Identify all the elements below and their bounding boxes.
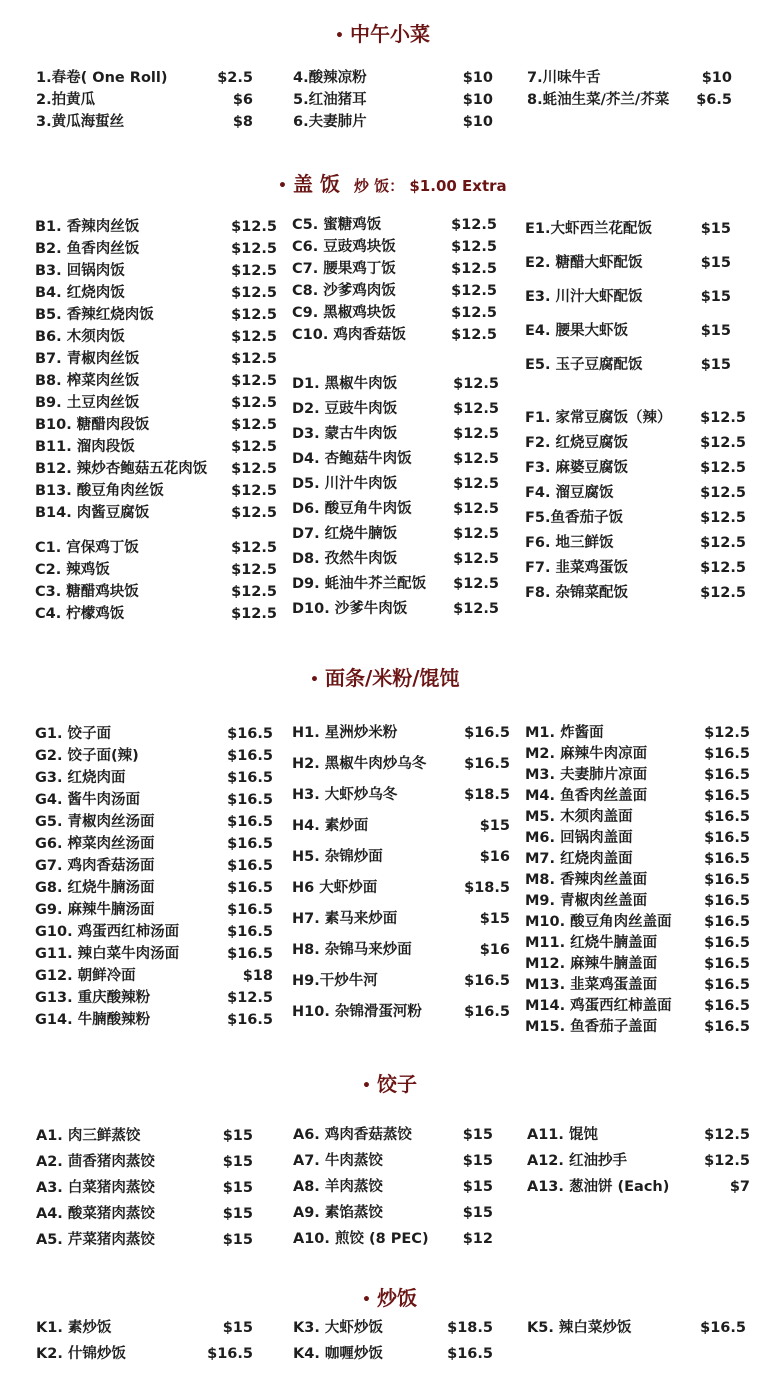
menu-item-price: $18: [242, 968, 273, 984]
menu-item-price: $12.5: [453, 576, 499, 592]
menu-item-name: E3. 川汁大虾配饭: [525, 289, 643, 305]
menu-item-price: $2.5: [217, 70, 253, 86]
menu-item-name: 8.蚝油生菜/芥兰/芥菜: [527, 92, 670, 108]
menu-item-name: M1. 炸酱面: [525, 725, 604, 741]
menu-item-name: C2. 辣鸡饭: [35, 562, 110, 578]
menu-item-price: $16.5: [464, 756, 510, 772]
menu-item-name: F2. 红烧豆腐饭: [525, 435, 629, 451]
section-title-s4: [362, 1068, 417, 1097]
section-title-s5: [362, 1282, 417, 1311]
menu-item-price: $16.5: [704, 788, 750, 804]
bullet-icon: •: [362, 1291, 371, 1308]
menu-item-name: M13. 韭菜鸡蛋盖面: [525, 977, 658, 993]
menu-item-name: D4. 杏鲍菇牛肉饭: [292, 451, 412, 467]
menu-item-name: A3. 白菜猪肉蒸饺: [36, 1180, 155, 1196]
menu-item-price: $12.5: [453, 601, 499, 617]
menu-item-price: $18.5: [464, 880, 510, 896]
menu-item-price: $7: [729, 1179, 750, 1195]
menu-item-name: B8. 榨菜肉丝饭: [35, 373, 140, 389]
menu-item-price: $16.5: [227, 792, 273, 808]
menu-item-price: $16.5: [227, 880, 273, 896]
bullet-icon: •: [362, 1077, 371, 1094]
menu-item-price: $15: [222, 1320, 253, 1336]
menu-item-name: H5. 杂锦炒面: [292, 849, 383, 865]
menu-item-name: B1. 香辣肉丝饭: [35, 219, 140, 235]
menu-item-price: $12.5: [700, 435, 746, 451]
menu-item-price: $16.5: [704, 809, 750, 825]
menu-item-name: D7. 红烧牛腩饭: [292, 526, 398, 542]
menu-item-price: $15: [700, 357, 731, 373]
menu-item-price: $12.5: [453, 526, 499, 542]
menu-item-price: $15: [462, 1127, 493, 1143]
menu-item-price: $12.5: [451, 217, 497, 233]
menu-item-name: B11. 溜肉段饭: [35, 439, 135, 455]
menu-item-name: 1.春卷( One Roll): [36, 70, 168, 86]
menu-item-name: A2. 茴香猪肉蒸饺: [36, 1154, 155, 1170]
menu-item-price: $12.5: [453, 401, 499, 417]
bullet-icon: •: [335, 27, 344, 44]
menu-item-name: G13. 重庆酸辣粉: [35, 990, 151, 1006]
menu-item-price: $12.5: [700, 535, 746, 551]
menu-item-name: A10. 煎饺 (8 PEC): [293, 1231, 429, 1247]
menu-item-name: D6. 酸豆角牛肉饭: [292, 501, 412, 517]
menu-item-name: A1. 肉三鲜蒸饺: [36, 1128, 141, 1144]
menu-item-name: H1. 星洲炒米粉: [292, 725, 398, 741]
menu-item-name: M9. 青椒肉丝盖面: [525, 893, 648, 909]
menu-item-price: $12.5: [453, 551, 499, 567]
menu-item-name: D9. 蚝油牛芥兰配饭: [292, 576, 427, 592]
menu-item-price: $16.5: [704, 1019, 750, 1035]
menu-item-name: A12. 红油抄手: [527, 1153, 627, 1169]
menu-item-name: C10. 鸡肉香菇饭: [292, 327, 406, 343]
menu-item-name: 2.拍黄瓜: [36, 92, 96, 108]
menu-item-name: 7.川味牛舌: [527, 70, 601, 86]
menu-item-name: A8. 羊肉蒸饺: [293, 1179, 383, 1195]
menu-item-price: $15: [479, 911, 510, 927]
menu-item-price: $12.5: [451, 239, 497, 255]
menu-item-name: C8. 沙爹鸡肉饭: [292, 283, 396, 299]
menu-item-price: $12.5: [231, 285, 277, 301]
menu-item-price: $16.5: [227, 726, 273, 742]
menu-item-price: $8: [232, 114, 253, 130]
bullet-icon: •: [310, 671, 319, 688]
section-title-s1: [335, 18, 430, 47]
menu-item-name: B5. 香辣红烧肉饭: [35, 307, 154, 323]
menu-item-price: $16.5: [227, 814, 273, 830]
menu-item-name: K3. 大虾炒饭: [293, 1320, 383, 1336]
menu-item-name: B10. 糖醋肉段饭: [35, 417, 150, 433]
menu-item-name: K4. 咖喱炒饭: [293, 1346, 383, 1362]
menu-item-price: $12.5: [700, 585, 746, 601]
menu-item-name: K2. 什锦炒饭: [36, 1346, 126, 1362]
menu-item-price: $10: [462, 114, 493, 130]
menu-item-name: H3. 大虾炒乌冬: [292, 787, 398, 803]
menu-item-price: $15: [222, 1128, 253, 1144]
menu-item-name: M15. 鱼香茄子盖面: [525, 1019, 658, 1035]
menu-item-price: $12.5: [451, 261, 497, 277]
menu-item-price: $16.5: [464, 725, 510, 741]
menu-item-price: $16.5: [447, 1346, 493, 1362]
menu-item-price: $16.5: [704, 851, 750, 867]
menu-item-price: $12.5: [231, 562, 277, 578]
menu-item-price: $16.5: [704, 914, 750, 930]
menu-item-price: $12.5: [451, 327, 497, 343]
menu-item-name: M5. 木须肉盖面: [525, 809, 633, 825]
menu-item-price: $12.5: [700, 460, 746, 476]
menu-item-price: $12.5: [704, 1153, 750, 1169]
menu-item-name: E5. 玉子豆腐配饭: [525, 357, 643, 373]
menu-item-name: E2. 糖醋大虾配饭: [525, 255, 643, 271]
menu-item-price: $12.5: [231, 351, 277, 367]
menu-item-price: $16.5: [227, 836, 273, 852]
menu-item-price: $12.5: [231, 461, 277, 477]
menu-item-name: A7. 牛肉蒸饺: [293, 1153, 383, 1169]
menu-item-name: G5. 青椒肉丝汤面: [35, 814, 155, 830]
menu-item-price: $16.5: [227, 1012, 273, 1028]
menu-item-name: E1.大虾西兰花配饭: [525, 221, 653, 237]
menu-item-name: M14. 鸡蛋西红柿盖面: [525, 998, 672, 1014]
menu-item-name: M6. 回锅肉盖面: [525, 830, 633, 846]
menu-item-price: $12.5: [453, 426, 499, 442]
menu-item-price: $12.5: [231, 241, 277, 257]
menu-item-price: $12.5: [231, 606, 277, 622]
menu-item-name: F6. 地三鲜饭: [525, 535, 614, 551]
menu-item-price: $15: [462, 1205, 493, 1221]
menu-item-price: $15: [462, 1179, 493, 1195]
menu-item-price: $16: [479, 942, 510, 958]
menu-item-name: K1. 素炒饭: [36, 1320, 112, 1336]
menu-item-price: $12.5: [231, 439, 277, 455]
menu-item-name: F4. 溜豆腐饭: [525, 485, 614, 501]
menu-item-name: F7. 韭菜鸡蛋饭: [525, 560, 629, 576]
menu-item-price: $6: [232, 92, 253, 108]
menu-item-name: G9. 麻辣牛腩汤面: [35, 902, 155, 918]
menu-item-price: $6.5: [696, 92, 732, 108]
menu-item-price: $12.5: [231, 505, 277, 521]
menu-item-name: G2. 饺子面(辣): [35, 748, 139, 764]
menu-item-name: M2. 麻辣牛肉凉面: [525, 746, 648, 762]
menu-item-name: A5. 芹菜猪肉蒸饺: [36, 1232, 155, 1248]
menu-item-name: C4. 柠檬鸡饭: [35, 606, 125, 622]
menu-item-name: H10. 杂锦滑蛋河粉: [292, 1004, 422, 1020]
section-extra-note: 炒 饭： $1.00 Extra: [353, 177, 507, 195]
menu-item-name: D3. 蒙古牛肉饭: [292, 426, 398, 442]
menu-item-price: $15: [222, 1154, 253, 1170]
menu-item-price: $12.5: [704, 725, 750, 741]
section-title-text: 炒饭: [376, 1286, 417, 1310]
menu-item-name: 6.夫妻肺片: [293, 114, 367, 130]
menu-item-price: $12.5: [700, 510, 746, 526]
menu-item-price: $15: [700, 255, 731, 271]
menu-item-name: M4. 鱼香肉丝盖面: [525, 788, 648, 804]
menu-item-name: G10. 鸡蛋西红柿汤面: [35, 924, 180, 940]
menu-item-price: $12.5: [231, 219, 277, 235]
menu-item-price: $18.5: [447, 1320, 493, 1336]
menu-item-name: B7. 青椒肉丝饭: [35, 351, 140, 367]
menu-item-price: $15: [700, 289, 731, 305]
menu-item-price: $16.5: [704, 935, 750, 951]
menu-item-name: G8. 红烧牛腩汤面: [35, 880, 155, 896]
menu-item-price: $12.5: [231, 483, 277, 499]
menu-item-name: B13. 酸豆角肉丝饭: [35, 483, 164, 499]
menu-item-price: $16.5: [464, 973, 510, 989]
menu-item-price: $16.5: [464, 1004, 510, 1020]
menu-item-price: $12.5: [231, 540, 277, 556]
menu-item-name: B14. 肉酱豆腐饭: [35, 505, 150, 521]
menu-item-price: $16.5: [227, 946, 273, 962]
menu-item-name: G7. 鸡肉香菇汤面: [35, 858, 155, 874]
menu-item-price: $12.5: [453, 376, 499, 392]
menu-item-price: $12.5: [453, 501, 499, 517]
section-title-text: 中午小菜: [349, 22, 430, 46]
menu-item-name: G6. 榨菜肉丝汤面: [35, 836, 155, 852]
menu-item-price: $16.5: [704, 872, 750, 888]
menu-item-price: $12.5: [231, 584, 277, 600]
menu-item-price: $12.5: [700, 560, 746, 576]
menu-item-price: $12.5: [451, 305, 497, 321]
section-title-text: 盖 饭: [292, 172, 340, 196]
section-title-text: 面条/米粉/馄饨: [324, 666, 460, 690]
menu-item-name: C9. 黑椒鸡块饭: [292, 305, 396, 321]
menu-item-name: H4. 素炒面: [292, 818, 369, 834]
menu-item-price: $16.5: [704, 767, 750, 783]
menu-item-name: B3. 回锅肉饭: [35, 263, 125, 279]
menu-item-name: D1. 黑椒牛肉饭: [292, 376, 398, 392]
menu-item-name: M8. 香辣肉丝盖面: [525, 872, 648, 888]
menu-item-price: $16.5: [227, 770, 273, 786]
menu-item-name: H2. 黑椒牛肉炒乌冬: [292, 756, 427, 772]
menu-item-price: $12.5: [453, 476, 499, 492]
menu-item-price: $12.5: [231, 263, 277, 279]
section-title-text: 饺子: [376, 1072, 417, 1096]
menu-item-name: F8. 杂锦菜配饭: [525, 585, 629, 601]
menu-item-name: F5.鱼香茄子饭: [525, 510, 624, 526]
menu-item-name: H8. 杂锦马来炒面: [292, 942, 412, 958]
menu-item-price: $16.5: [704, 830, 750, 846]
menu-item-price: $10: [701, 70, 732, 86]
menu-item-price: $15: [222, 1232, 253, 1248]
menu-item-price: $18.5: [464, 787, 510, 803]
menu-item-price: $15: [700, 221, 731, 237]
menu-item-name: B6. 木须肉饭: [35, 329, 125, 345]
menu-item-name: C3. 糖醋鸡块饭: [35, 584, 139, 600]
menu-item-price: $10: [462, 92, 493, 108]
menu-item-name: A13. 葱油饼 (Each): [527, 1179, 670, 1195]
menu-item-name: M11. 红烧牛腩盖面: [525, 935, 658, 951]
menu-item-price: $15: [700, 323, 731, 339]
menu-item-name: 4.酸辣凉粉: [293, 70, 367, 86]
menu-item-name: M12. 麻辣牛腩盖面: [525, 956, 658, 972]
menu-item-name: F3. 麻婆豆腐饭: [525, 460, 629, 476]
menu-item-price: $16.5: [704, 746, 750, 762]
menu-item-name: E4. 腰果大虾饭: [525, 323, 629, 339]
menu-item-name: G11. 辣白菜牛肉汤面: [35, 946, 180, 962]
menu-item-price: $12.5: [451, 283, 497, 299]
menu-item-name: G4. 酱牛肉汤面: [35, 792, 141, 808]
section-title-s2: [278, 168, 507, 197]
menu-item-price: $16.5: [227, 924, 273, 940]
menu-item-price: $16.5: [227, 902, 273, 918]
menu-item-price: $12.5: [231, 417, 277, 433]
menu-item-price: $15: [479, 818, 510, 834]
menu-item-name: D10. 沙爹牛肉饭: [292, 601, 408, 617]
menu-item-name: C1. 宫保鸡丁饭: [35, 540, 139, 556]
menu-item-name: C7. 腰果鸡丁饭: [292, 261, 396, 277]
menu-item-name: F1. 家常豆腐饭（辣）: [525, 410, 672, 426]
menu-item-name: H6 大虾炒面: [292, 880, 378, 896]
menu-item-name: M10. 酸豆角肉丝盖面: [525, 914, 672, 930]
menu-item-price: $16.5: [227, 858, 273, 874]
bullet-icon: •: [278, 177, 287, 194]
menu-item-name: K5. 辣白菜炒饭: [527, 1320, 632, 1336]
menu-item-price: $10: [462, 70, 493, 86]
menu-item-name: D2. 豆豉牛肉饭: [292, 401, 398, 417]
menu-item-price: $16.5: [704, 998, 750, 1014]
menu-item-price: $16.5: [704, 956, 750, 972]
menu-item-price: $15: [222, 1180, 253, 1196]
menu-item-name: C5. 蜜糖鸡饭: [292, 217, 382, 233]
menu-item-name: B9. 土豆肉丝饭: [35, 395, 140, 411]
menu-item-name: C6. 豆豉鸡块饭: [292, 239, 396, 255]
menu-item-name: G14. 牛腩酸辣粉: [35, 1012, 151, 1028]
menu-item-name: H7. 素马来炒面: [292, 911, 398, 927]
menu-item-price: $16.5: [227, 748, 273, 764]
menu-item-price: $12.5: [231, 395, 277, 411]
menu-item-price: $12: [462, 1231, 493, 1247]
menu-item-name: M3. 夫妻肺片凉面: [525, 767, 648, 783]
menu-item-name: A4. 酸菜猪肉蒸饺: [36, 1206, 155, 1222]
menu-item-name: G1. 饺子面: [35, 726, 112, 742]
menu-item-price: $12.5: [227, 990, 273, 1006]
menu-item-name: D8. 孜然牛肉饭: [292, 551, 398, 567]
menu-item-name: B4. 红烧肉饭: [35, 285, 125, 301]
menu-item-price: $12.5: [231, 307, 277, 323]
menu-item-name: B12. 辣炒杏鲍菇五花肉饭: [35, 461, 208, 477]
menu-item-price: $12.5: [700, 485, 746, 501]
menu-item-price: $16.5: [207, 1346, 253, 1362]
menu-item-price: $12.5: [700, 410, 746, 426]
menu-item-price: $16.5: [700, 1320, 746, 1336]
menu-item-name: G12. 朝鲜冷面: [35, 968, 136, 984]
menu-item-price: $12.5: [231, 373, 277, 389]
menu-item-name: 5.红油猪耳: [293, 92, 367, 108]
menu-item-name: 3.黄瓜海蜇丝: [36, 114, 125, 130]
menu-item-price: $16.5: [704, 977, 750, 993]
menu-item-price: $15: [222, 1206, 253, 1222]
menu-item-name: H9.干炒牛河: [292, 973, 378, 989]
menu-item-price: $15: [462, 1153, 493, 1169]
menu-item-price: $16.5: [704, 893, 750, 909]
menu-item-price: $16: [479, 849, 510, 865]
menu-item-name: M7. 红烧肉盖面: [525, 851, 633, 867]
menu-item-price: $12.5: [704, 1127, 750, 1143]
section-title-s3: [310, 662, 460, 691]
menu-item-name: B2. 鱼香肉丝饭: [35, 241, 140, 257]
menu-item-price: $12.5: [453, 451, 499, 467]
menu-item-name: G3. 红烧肉面: [35, 770, 126, 786]
menu-item-name: A11. 馄饨: [527, 1127, 598, 1143]
menu-item-price: $12.5: [231, 329, 277, 345]
menu-item-name: D5. 川汁牛肉饭: [292, 476, 398, 492]
menu-item-name: A6. 鸡肉香菇蒸饺: [293, 1127, 412, 1143]
menu-item-name: A9. 素馅蒸饺: [293, 1205, 383, 1221]
